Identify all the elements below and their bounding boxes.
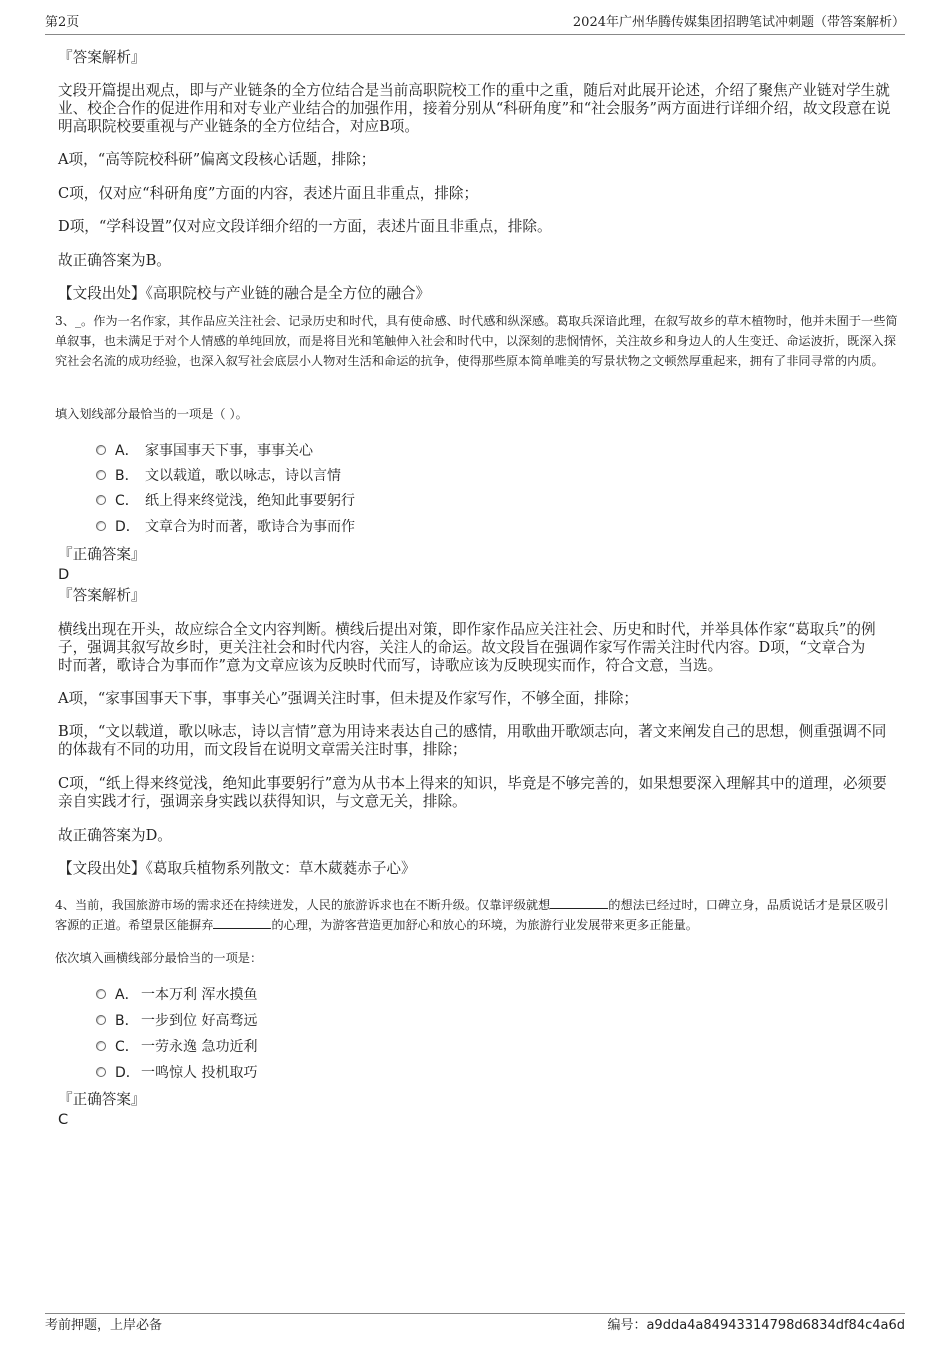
q2-option-d-analysis: D项，“学科设置”仅对应文段详细介绍的一方面，表述片面且非重点，排除。 bbox=[58, 218, 552, 235]
q3-option-d[interactable]: D． 文章合为时而著，歌诗合为事而作 bbox=[96, 518, 355, 536]
q3-option-c[interactable]: C． 纸上得来终觉浅，绝知此事要躬行 bbox=[96, 492, 355, 510]
q4-option-a[interactable]: A． 一本万利 浑水摸鱼 bbox=[96, 986, 257, 1004]
q2-analysis-paragraph: 文段开篇提出观点，即与产业链条的全方位结合是当前高职院校工作的重中之重，随后对此展开论述，介绍了聚焦产业链对学生就业、校企合作的促进作用和对专业产业结合的加强作用，接着分别从“科研角度”和“社会服务”两方面进行详细介绍，故文段意在说明高职院校要重视与产业链条的全方位结合，对应B项。 bbox=[58, 82, 891, 135]
q4-answer-title: 『正确答案』 bbox=[58, 1091, 146, 1108]
q2-conclusion: 故正确答案为B。 bbox=[58, 252, 171, 269]
q2-analysis-title: 『答案解析』 bbox=[58, 49, 146, 66]
q3-option-c-analysis: C项，“纸上得来终觉浅，绝知此事要躬行”意为从书本上得来的知识，毕竟是不够完善的，如果想要深入理解其中的道理，必须要亲自实践才行，强调亲身实践以获得知识，与文意无关，排除。 bbox=[58, 775, 887, 810]
document-code: 编号：a9dda4a84943314798d6834df84c4a6d bbox=[607, 1318, 905, 1333]
radio-icon[interactable] bbox=[96, 470, 106, 480]
q3-answer: D bbox=[58, 566, 70, 583]
radio-icon[interactable] bbox=[96, 1041, 106, 1051]
q3-stem: 3、_。作为一名作家，其作品应关注社会、记录历史和时代，具有使命感、时代感和纵深感。葛取兵深谙此理，在叙写故乡的草木植物时，他并未囿于一些简单叙事，也未满足于对个人情感的单纯回放，而是将目光和笔触伸入社会和时代中，以深刻的悲悯情怀，关注故乡和身边人的人生变迁、命运波折，既深入探究社会名流的成功经验，也深入叙写社会底层小人物对生活和命运的抗争，使得那些原本简单唯美的写景状物之文顿然厚重起来，拥有了非同寻常的内质。 bbox=[55, 314, 898, 368]
radio-icon[interactable] bbox=[96, 1067, 106, 1077]
q4-answer: C bbox=[58, 1111, 69, 1128]
q3-answer-title: 『正确答案』 bbox=[58, 546, 146, 563]
q4-prompt: 依次填入画横线部分最恰当的一项是： bbox=[55, 951, 263, 965]
q2-source: 【文段出处】《高职院校与产业链的融合是全方位的融合》 bbox=[58, 285, 431, 302]
q3-option-a-analysis: A项，“家事国事天下事，事事关心”强调关注时事，但未提及作家写作，不够全面，排除； bbox=[58, 690, 639, 707]
q4-option-b[interactable]: B． 一步到位 好高骛远 bbox=[96, 1012, 257, 1030]
q3-option-a[interactable]: A． 家事国事天下事，事事关心 bbox=[96, 442, 313, 460]
q3-source: 【文段出处】《葛取兵植物系列散文：草木葳蕤赤子心》 bbox=[58, 860, 416, 877]
q3-analysis-paragraph: 横线出现在开头，故应综合全文内容判断。横线后提出对策，即作家作品应关注社会、历史和时代，并举具体作家“葛取兵”的例子，强调其叙写故乡时，更关注社会和时代内容，关注人的命运。故文段旨在强调作家写作需关注时代内容。D项，“文章合为时而著，歌诗合为事而作”意为文章应该为反映时代而写，诗歌应该为反映现实而作，符合文意，当选。 bbox=[58, 621, 876, 674]
blank-line bbox=[213, 916, 271, 929]
q3-conclusion: 故正确答案为D。 bbox=[58, 827, 172, 844]
page-footer bbox=[45, 1313, 905, 1337]
q4-option-d[interactable]: D．一鸣惊人 投机取巧 bbox=[96, 1064, 257, 1082]
q4-stem: 4、当前，我国旅游市场的需求还在持续迸发，人民的旅游诉求也在不断升级。仅靠评级就想 的想法已经过时，口碑立身，品质说话才是景区吸引客源的正道。希望景区能摒弃 的心理，为游客营造更加舒心和放心的环境，为旅游行业发展带来更多正能量。 bbox=[55, 898, 889, 932]
radio-icon[interactable] bbox=[96, 495, 106, 505]
q2-option-c-analysis: C项，仅对应“科研角度”方面的内容，表述片面且非重点，排除； bbox=[58, 185, 479, 202]
page-number: 第2页 bbox=[45, 15, 80, 30]
q3-option-b-analysis: B项，“文以载道，歌以咏志，诗以言情”意为用诗来表达自己的感情，用歌曲开歌颂志向，著文来阐发自己的思想，侧重强调不同的体裁有不同的功用，而文段旨在说明文章需关注时事，排除； bbox=[58, 723, 887, 758]
document-title: 2024年广州华腾传媒集团招聘笔试冲刺题（带答案解析） bbox=[572, 15, 905, 30]
q3-option-b[interactable]: B． 文以载道，歌以咏志，诗以言情 bbox=[96, 467, 341, 485]
q4-option-c[interactable]: C． 一劳永逸 急功近利 bbox=[96, 1038, 257, 1056]
q3-prompt: 填入划线部分最恰当的一项是（ ）。 bbox=[55, 407, 248, 421]
q2-option-a-analysis: A项，“高等院校科研”偏离文段核心话题，排除； bbox=[58, 151, 376, 168]
page-header bbox=[45, 14, 905, 35]
radio-icon[interactable] bbox=[96, 1015, 106, 1025]
q3-analysis-title: 『答案解析』 bbox=[58, 587, 146, 604]
footer-slogan: 考前押题，上岸必备 bbox=[45, 1318, 163, 1333]
blank-line bbox=[550, 896, 608, 909]
radio-icon[interactable] bbox=[96, 445, 106, 455]
radio-icon[interactable] bbox=[96, 521, 106, 531]
radio-icon[interactable] bbox=[96, 989, 106, 999]
